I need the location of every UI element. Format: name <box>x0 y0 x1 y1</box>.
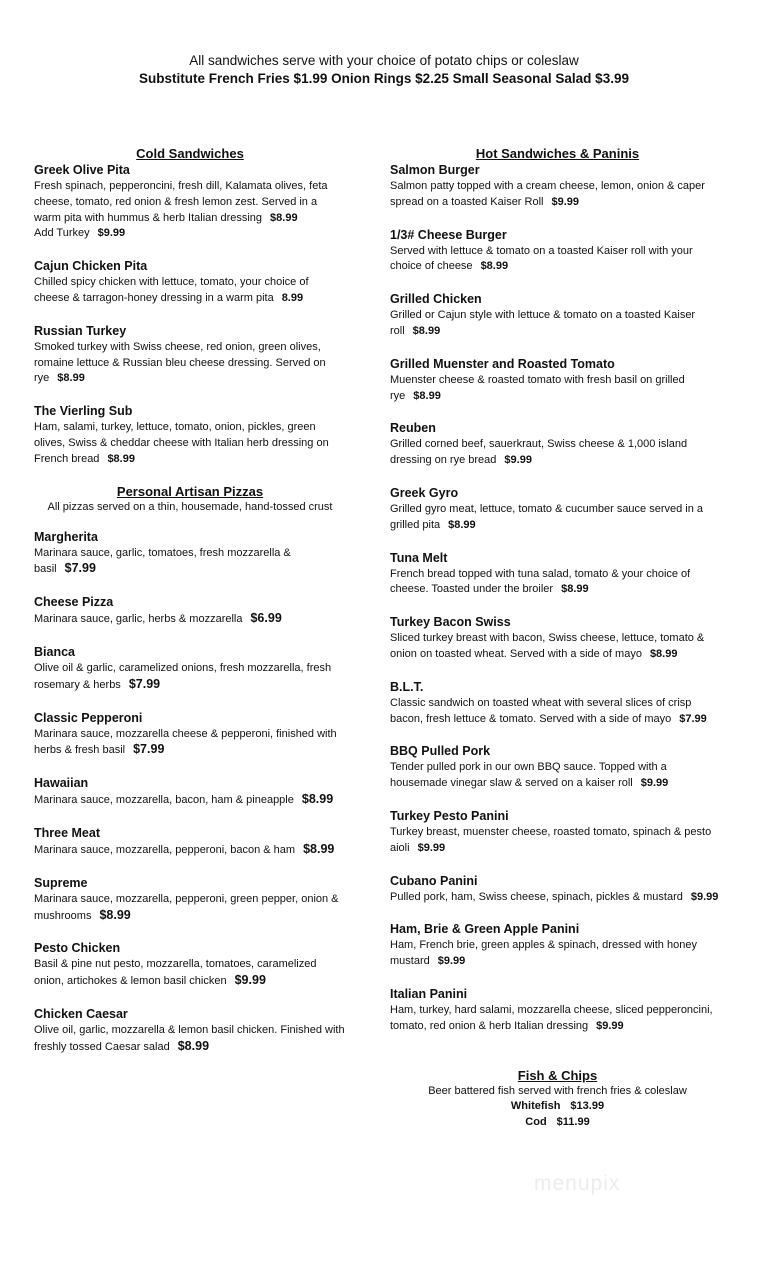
item-desc: Smoked turkey with Swiss cheese, red onion, green olives, romaine lettuce & Russian bleu cheese dressing. Served on rye <box>34 340 326 385</box>
menu-header <box>0 52 768 88</box>
item-price: $9.99 <box>417 841 446 854</box>
item-name: BBQ Pulled Pork <box>390 744 491 759</box>
item-desc: Classic sandwich on toasted wheat with several slices of crisp bacon, fresh lettuce & tomato. Served with a side of mayo <box>390 696 692 725</box>
item-name: Grilled Muenster and Roasted Tomato <box>390 356 615 371</box>
item-price: $9.99 <box>437 955 466 968</box>
item-price: 8.99 <box>281 291 304 304</box>
item-desc: Ham, French brie, green apples & spinach, dressed with honey mustard <box>390 939 697 968</box>
menu-item <box>34 162 346 242</box>
menu-item <box>34 594 346 628</box>
item-price: $7.99 <box>679 712 707 725</box>
item-name: Reuben <box>390 421 436 436</box>
item-desc: Marinara sauce, garlic, tomatoes, fresh mozzarella & basil <box>34 546 291 576</box>
menu-item <box>34 775 346 809</box>
menu-item <box>390 743 725 792</box>
item-desc: Basil & pine nut pesto, mozzarella, tomatoes, caramelized onion, artichokes & lemon basil chicken <box>34 958 317 988</box>
item-desc: Grilled or Cajun style with lettuce & tomato on a toasted Kaiser roll <box>390 309 696 337</box>
item-name: Three Meat <box>34 825 100 840</box>
menu-item <box>390 614 725 663</box>
item-desc: Chilled spicy chicken with lettuce, tomato, your choice of cheese & tarragon-honey dressing in a warm pita <box>34 276 309 304</box>
menu-item <box>390 420 725 469</box>
item-desc: Turkey breast, muenster cheese, roasted tomato, spinach & pesto aioli <box>390 825 712 854</box>
menu-item <box>34 825 346 859</box>
item-desc: Marinara sauce, mozzarella cheese & pepperoni, finished with herbs & fresh basil <box>34 727 337 757</box>
menu-item <box>390 485 725 534</box>
item-name: Hawaiian <box>34 776 89 791</box>
fish-row <box>390 1115 725 1131</box>
menu-item <box>390 808 725 857</box>
fish-label: Whitefish <box>510 1100 561 1112</box>
item-price: $6.99 <box>250 611 282 626</box>
item-price: $8.99 <box>561 583 589 596</box>
item-price: $8.99 <box>177 1038 210 1053</box>
item-desc: Served with lettuce & tomato on a toasted Kaiser roll with your choice of cheese <box>390 244 693 273</box>
item-name: Greek Gyro <box>390 485 459 500</box>
item-desc: Olive oil, garlic, mozzarella & lemon basil chicken. Finished with freshly tossed Caesar salad <box>34 1023 345 1053</box>
item-name: Cheese Pizza <box>34 595 114 610</box>
item-name: The Vierling Sub <box>34 404 133 419</box>
right-column <box>390 146 725 1051</box>
menu-item <box>34 710 346 760</box>
hot-sandwiches-title: Hot Sandwiches & Paninis <box>475 146 640 161</box>
item-desc: Sliced turkey breast with bacon, Swiss cheese, lettuce, tomato & onion on toasted wheat. Served with a side of mayo <box>390 632 705 660</box>
item-price: $8.99 <box>301 792 334 807</box>
menu-item <box>34 403 346 467</box>
item-name: Ham, Brie & Green Apple Panini <box>390 922 580 937</box>
menu-item <box>34 1006 346 1056</box>
item-price: $9.99 <box>596 1019 624 1032</box>
item-desc: Grilled corned beef, sauerkraut, Swiss cheese & 1,000 island dressing on rye bread <box>390 438 688 467</box>
menu-item <box>390 986 725 1035</box>
add-on-label: Add Turkey <box>34 227 90 240</box>
menu-item <box>390 291 725 340</box>
item-price: $8.99 <box>57 372 85 385</box>
menu-item <box>390 873 725 906</box>
item-desc: Grilled gyro meat, lettuce, tomato & cucumber sauce served in a grilled pita <box>390 502 704 531</box>
item-price: $8.99 <box>480 260 509 273</box>
substitutions-note: Substitute French Fries $1.99 Onion Rings $2.25 Small Seasonal Salad $3.99 <box>139 71 629 86</box>
menu-item <box>34 644 346 694</box>
item-name: Italian Panini <box>390 986 468 1001</box>
item-name: Tuna Melt <box>390 550 448 565</box>
item-price: $8.99 <box>413 389 441 402</box>
menu-item <box>34 875 346 925</box>
item-desc: Pulled pork, ham, Swiss cheese, spinach, pickles & mustard <box>390 890 683 903</box>
item-name: Grilled Chicken <box>390 292 482 307</box>
fish-row <box>390 1099 725 1115</box>
item-desc: Muenster cheese & roasted tomato with fresh basil on grilled rye <box>390 373 685 402</box>
item-name: Russian Turkey <box>34 323 127 338</box>
item-price: $8.99 <box>270 211 298 224</box>
menu-item <box>390 227 725 276</box>
item-price: $9.99 <box>640 777 669 790</box>
fish-title: Fish & Chips <box>517 1068 598 1083</box>
item-price: $7.99 <box>128 676 161 691</box>
item-name: Cajun Chicken Pita <box>34 259 148 274</box>
item-name: Turkey Bacon Swiss <box>390 615 511 630</box>
item-desc: Salmon patty topped with a cream cheese, lemon, onion & caper spread on a toasted Kaiser Roll <box>390 180 705 208</box>
item-desc: Tender pulled pork in our own BBQ sauce. Topped with a housemade vinegar slaw & served on a kaiser roll <box>390 761 667 790</box>
fish-note: Beer battered fish served with french fries & coleslaw <box>428 1085 687 1097</box>
item-price: $8.99 <box>448 518 476 531</box>
menu-item <box>34 323 346 387</box>
menu-item <box>390 550 725 599</box>
item-name: Pesto Chicken <box>34 941 121 956</box>
menu-item <box>390 162 725 211</box>
item-name: Turkey Pesto Panini <box>390 808 509 823</box>
watermark: menupix <box>534 1172 621 1195</box>
item-price: $8.99 <box>649 647 678 660</box>
item-name: 1/3# Cheese Burger <box>390 227 507 242</box>
item-desc: Ham, salami, turkey, lettuce, tomato, onion, pickles, green olives, Swiss & cheddar cheese with Italian herb dressing on French bread <box>34 421 329 465</box>
pizzas-title: Personal Artisan Pizzas <box>116 483 264 499</box>
item-desc: Olive oil & garlic, caramelized onions, fresh mozzarella, fresh rosemary & herbs <box>34 661 332 691</box>
menu-item <box>390 921 725 970</box>
menu-item <box>34 258 346 307</box>
item-desc: Fresh spinach, pepperoncini, fresh dill, Kalamata olives, feta cheese, tomato, red onion & fresh lemon zest. Served in a warm pita with hummus & herb Italian dressing <box>34 180 328 224</box>
menu-item <box>34 940 346 990</box>
sides-note: All sandwiches serve with your choice of potato chips or coleslaw <box>189 53 579 68</box>
menu-item <box>390 356 725 405</box>
fish-price: $11.99 <box>556 1115 590 1128</box>
item-name: Cubano Panini <box>390 873 478 888</box>
pizzas-note: All pizzas served on a thin, housemade, hand-tossed crust <box>47 500 333 513</box>
item-desc: Ham, turkey, hard salami, mozzarella cheese, sliced pepperoncini, tomato, red onion & herb Italian dressing <box>390 1003 713 1032</box>
item-name: B.L.T. <box>390 679 424 694</box>
item-desc: Marinara sauce, mozzarella, bacon, ham & pineapple <box>34 794 294 807</box>
item-price: $9.99 <box>504 454 532 467</box>
item-price: $8.99 <box>99 907 131 922</box>
fish-price: $13.99 <box>570 1100 605 1112</box>
item-desc: Marinara sauce, garlic, herbs & mozzarella <box>34 613 243 626</box>
item-price: $8.99 <box>107 452 135 465</box>
fish-and-chips-section <box>390 1068 725 1130</box>
item-desc: Marinara sauce, mozzarella, pepperoni, bacon & ham <box>34 843 296 856</box>
menu-item <box>34 529 346 579</box>
left-column <box>34 146 346 1072</box>
menu-item <box>390 679 725 728</box>
item-price: $9.99 <box>234 973 266 988</box>
item-price: $7.99 <box>64 561 96 576</box>
item-price: $9.99 <box>690 890 719 903</box>
item-name: Supreme <box>34 875 88 890</box>
item-price: $7.99 <box>133 742 165 757</box>
item-desc: Marinara sauce, mozzarella, pepperoni, green pepper, onion & mushrooms <box>34 892 339 922</box>
item-price: $8.99 <box>412 324 441 337</box>
cold-sandwiches-title: Cold Sandwiches <box>136 146 244 161</box>
add-on-price: $9.99 <box>97 227 126 240</box>
item-name: Chicken Caesar <box>34 1006 128 1021</box>
item-name: Salmon Burger <box>390 163 480 177</box>
item-price: $9.99 <box>551 195 580 208</box>
item-name: Classic Pepperoni <box>34 710 143 725</box>
item-name: Bianca <box>34 644 75 659</box>
item-price: $8.99 <box>303 841 335 856</box>
item-desc: French bread topped with tuna salad, tomato & your choice of cheese. Toasted under the broiler <box>390 567 691 596</box>
item-name: Margherita <box>34 529 98 544</box>
item-name: Greek Olive Pita <box>34 163 130 177</box>
fish-label: Cod <box>525 1115 547 1128</box>
